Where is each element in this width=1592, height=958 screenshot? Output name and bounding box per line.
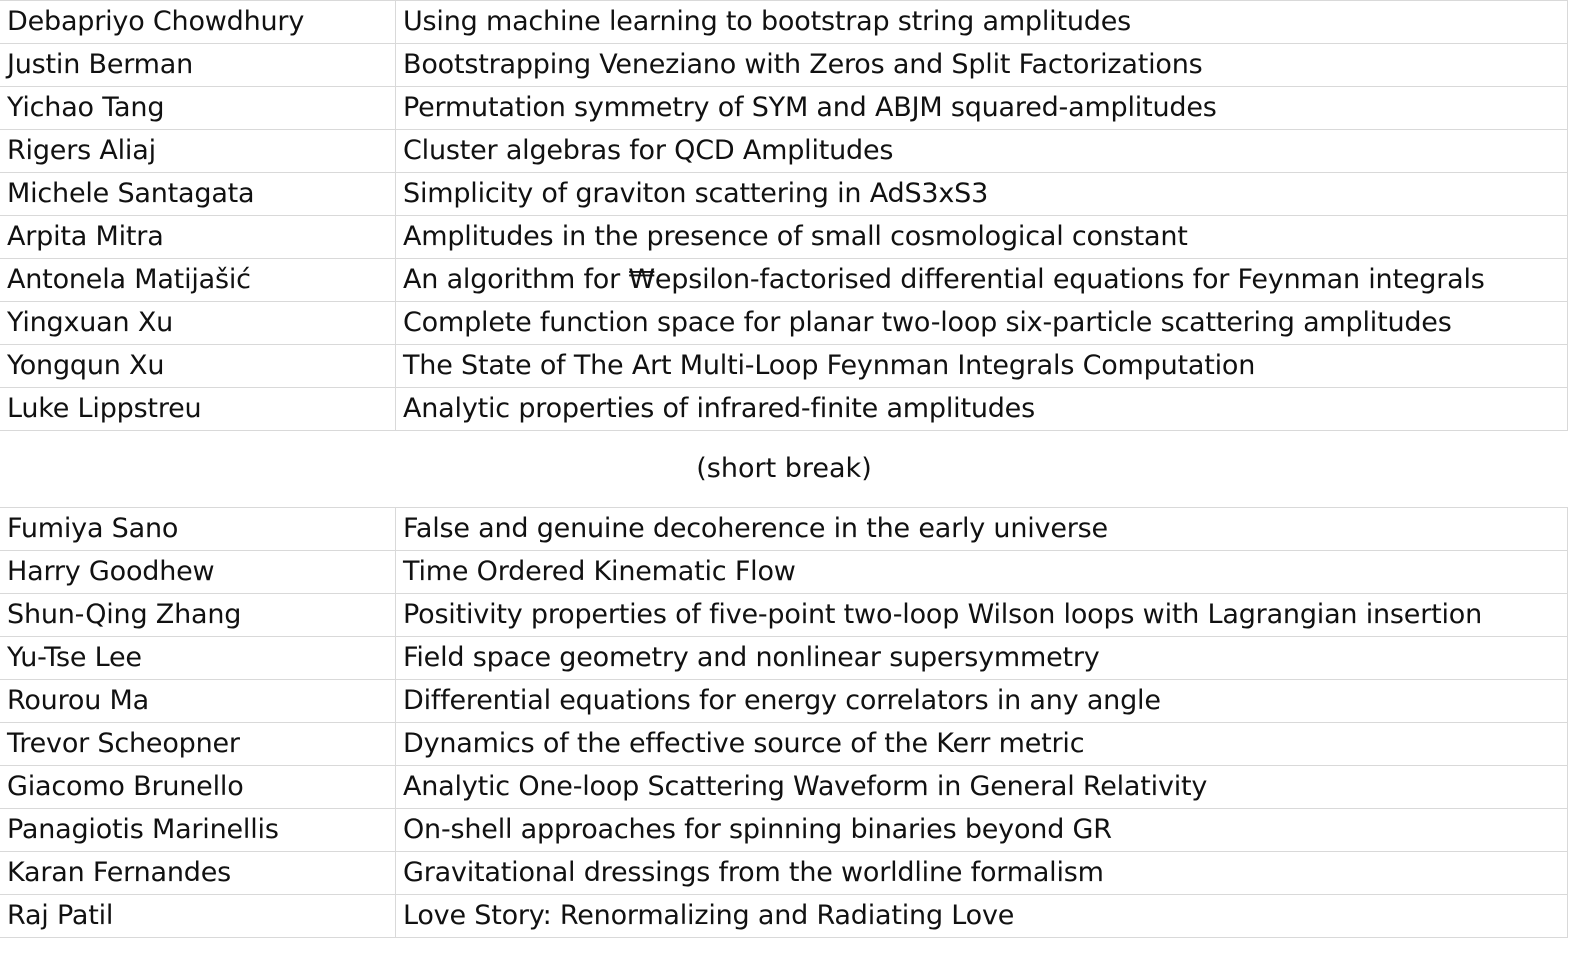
speaker-cell[interactable]: Arpita Mitra <box>0 216 396 259</box>
speaker-cell[interactable]: Panagiotis Marinellis <box>0 809 396 852</box>
right-margin <box>1568 0 1592 958</box>
title-cell[interactable]: Analytic One-loop Scattering Waveform in General Relativity <box>396 766 1568 809</box>
speaker-cell[interactable]: Debapriyo Chowdhury <box>0 1 396 44</box>
speaker-cell[interactable]: Karan Fernandes <box>0 852 396 895</box>
speaker-cell[interactable]: Raj Patil <box>0 895 396 938</box>
speaker-cell[interactable]: Shun-Qing Zhang <box>0 594 396 637</box>
table-row[interactable] <box>0 723 1568 766</box>
speaker-cell[interactable]: Giacomo Brunello <box>0 766 396 809</box>
speaker-cell[interactable]: Trevor Scheopner <box>0 723 396 766</box>
title-cell[interactable]: False and genuine decoherence in the early universe <box>396 508 1568 551</box>
talk-table-before-break <box>0 0 1568 431</box>
table-row[interactable] <box>0 259 1568 302</box>
title-cell[interactable]: Dynamics of the effective source of the Kerr metric <box>396 723 1568 766</box>
speaker-cell[interactable]: Rourou Ma <box>0 680 396 723</box>
table-row[interactable] <box>0 809 1568 852</box>
speaker-cell[interactable]: Michele Santagata <box>0 173 396 216</box>
speaker-cell[interactable]: Harry Goodhew <box>0 551 396 594</box>
table-row[interactable] <box>0 594 1568 637</box>
table-row[interactable] <box>0 302 1568 345</box>
title-cell[interactable]: Bootstrapping Veneziano with Zeros and Split Factorizations <box>396 44 1568 87</box>
table-row[interactable] <box>0 508 1568 551</box>
short-break-cell[interactable]: (short break) <box>696 453 872 484</box>
speaker-cell[interactable]: Yu-Tse Lee <box>0 637 396 680</box>
title-cell[interactable]: Complete function space for planar two-loop six-particle scattering amplitudes <box>396 302 1568 345</box>
table-row[interactable] <box>0 895 1568 938</box>
title-cell[interactable]: Field space geometry and nonlinear supersymmetry <box>396 637 1568 680</box>
table-row[interactable] <box>0 44 1568 87</box>
table-row[interactable] <box>0 388 1568 431</box>
table-row[interactable] <box>0 216 1568 259</box>
title-cell[interactable]: Simplicity of graviton scattering in AdS3xS3 <box>396 173 1568 216</box>
title-cell[interactable]: Time Ordered Kinematic Flow <box>396 551 1568 594</box>
title-cell[interactable]: The State of The Art Multi-Loop Feynman Integrals Computation <box>396 345 1568 388</box>
speaker-cell[interactable]: Antonela Matijašić <box>0 259 396 302</box>
title-cell[interactable]: Analytic properties of infrared-finite amplitudes <box>396 388 1568 431</box>
table-row[interactable] <box>0 766 1568 809</box>
title-cell[interactable]: Positivity properties of five-point two-loop Wilson loops with Lagrangian insertion <box>396 594 1568 637</box>
table-row[interactable] <box>0 680 1568 723</box>
table-row[interactable] <box>0 852 1568 895</box>
title-cell[interactable]: Permutation symmetry of SYM and ABJM squared-amplitudes <box>396 87 1568 130</box>
speaker-cell[interactable]: Yongqun Xu <box>0 345 396 388</box>
title-cell[interactable]: Using machine learning to bootstrap string amplitudes <box>396 1 1568 44</box>
table-row[interactable] <box>0 173 1568 216</box>
table-row[interactable] <box>0 130 1568 173</box>
table-row[interactable] <box>0 87 1568 130</box>
table-row[interactable] <box>0 1 1568 44</box>
speaker-cell[interactable]: Rigers Aliaj <box>0 130 396 173</box>
title-cell[interactable]: An algorithm for ₩epsilon-factorised differential equations for Feynman integrals <box>396 259 1568 302</box>
table-row[interactable] <box>0 345 1568 388</box>
speaker-cell[interactable]: Yingxuan Xu <box>0 302 396 345</box>
speaker-cell[interactable]: Luke Lippstreu <box>0 388 396 431</box>
talk-table-after-break <box>0 507 1568 938</box>
title-cell[interactable]: Cluster algebras for QCD Amplitudes <box>396 130 1568 173</box>
title-cell[interactable]: Love Story: Renormalizing and Radiating Love <box>396 895 1568 938</box>
table-row[interactable] <box>0 637 1568 680</box>
speaker-cell[interactable]: Yichao Tang <box>0 87 396 130</box>
title-cell[interactable]: Differential equations for energy correlators in any angle <box>396 680 1568 723</box>
title-cell[interactable]: On-shell approaches for spinning binaries beyond GR <box>396 809 1568 852</box>
title-cell[interactable]: Amplitudes in the presence of small cosmological constant <box>396 216 1568 259</box>
speaker-cell[interactable]: Fumiya Sano <box>0 508 396 551</box>
speaker-cell[interactable]: Justin Berman <box>0 44 396 87</box>
table-row[interactable] <box>0 551 1568 594</box>
title-cell[interactable]: Gravitational dressings from the worldline formalism <box>396 852 1568 895</box>
